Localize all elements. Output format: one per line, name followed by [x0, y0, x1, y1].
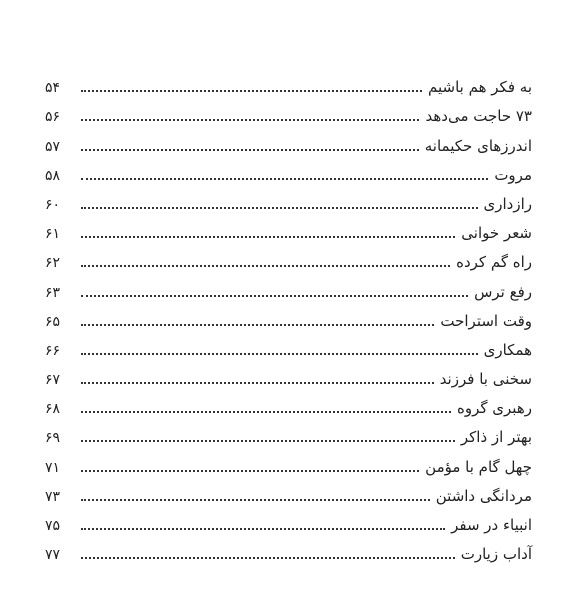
leader-dots: [81, 499, 430, 501]
table-of-contents: [45, 66, 532, 562]
toc-entry-page: ۵۸: [45, 167, 61, 184]
leader-dots: [81, 353, 478, 355]
toc-entry-page: ۵۴: [45, 80, 61, 97]
toc-entry-page: ۵۶: [45, 109, 61, 126]
toc-entry: [45, 241, 532, 270]
toc-entry: [45, 416, 532, 445]
toc-entry: [45, 329, 532, 358]
toc-entry-page: ۶۳: [45, 284, 61, 301]
toc-entry: [45, 504, 532, 533]
toc-entry: [45, 124, 532, 153]
toc-entry-title: وقت استراحت: [440, 311, 532, 330]
toc-entry-title: انبیاء در سفر: [451, 516, 532, 534]
toc-entry-title: راه گم کرده: [456, 253, 532, 272]
toc-entry: [45, 95, 532, 124]
toc-entry-page: ۶۱: [45, 226, 61, 243]
toc-entry-title: رفع ترس: [474, 282, 532, 301]
toc-entry: [45, 212, 532, 241]
leader-dots: [81, 295, 468, 297]
leader-dots: [81, 324, 434, 326]
toc-entry-page: ۷۷: [45, 547, 61, 564]
toc-entry: [45, 270, 532, 299]
toc-entry: [45, 300, 532, 329]
toc-entry: [45, 66, 532, 95]
toc-entry-title: ۷۳ حاجت می‌دهد: [425, 107, 532, 126]
toc-entry: [45, 475, 532, 504]
toc-entry-page: ۶۸: [45, 401, 61, 418]
toc-entry-page: ۷۳: [45, 488, 61, 505]
toc-entry-title: مروت: [494, 165, 532, 184]
toc-entry: [45, 533, 532, 562]
toc-entry-title: شعر خوانی: [461, 224, 532, 243]
leader-dots: [81, 119, 419, 121]
toc-entry-page: ۶۹: [45, 430, 61, 447]
leader-dots: [81, 528, 445, 530]
toc-entry: [45, 358, 532, 387]
toc-entry-page: ۶۵: [45, 313, 61, 330]
toc-entry-page: ۶۲: [45, 255, 61, 272]
toc-entry-title: اندرزهای حکیمانه: [424, 136, 532, 155]
leader-dots: [81, 440, 455, 442]
toc-entry: [45, 387, 532, 416]
toc-entry-page: ۶۰: [45, 196, 61, 213]
toc-entry: [45, 445, 532, 474]
leader-dots: [81, 382, 434, 384]
toc-entry-title: رازداری: [483, 194, 532, 213]
toc-entry-title: مردانگی داشتن: [435, 486, 532, 505]
leader-dots: [81, 265, 450, 267]
leader-dots: [81, 178, 488, 180]
toc-entry-page: ۵۷: [45, 138, 61, 155]
toc-entry-title: به فکر هم باشیم: [428, 78, 532, 97]
toc-entry: [45, 154, 532, 183]
toc-entry-title: آداب زیارت: [460, 545, 532, 564]
leader-dots: [81, 236, 455, 238]
toc-entry-title: چهل گام با مؤمن: [425, 457, 532, 476]
toc-entry-title: بهتر از ذاکر: [460, 428, 532, 447]
leader-dots: [81, 207, 478, 209]
leader-dots: [81, 557, 455, 559]
leader-dots: [81, 149, 419, 151]
leader-dots: [81, 470, 419, 472]
leader-dots: [81, 411, 451, 413]
leader-dots: [81, 90, 422, 92]
toc-entry-page: ۶۷: [45, 372, 61, 389]
toc-entry-page: ۷۵: [45, 518, 61, 534]
toc-entry-page: ۷۱: [45, 459, 61, 476]
toc-entry: [45, 183, 532, 212]
toc-entry-title: همکاری: [483, 340, 532, 359]
toc-entry-title: رهبری گروه: [457, 399, 532, 418]
toc-entry-page: ۶۶: [45, 342, 61, 359]
toc-entry-title: سخنی با فرزند: [439, 370, 532, 389]
